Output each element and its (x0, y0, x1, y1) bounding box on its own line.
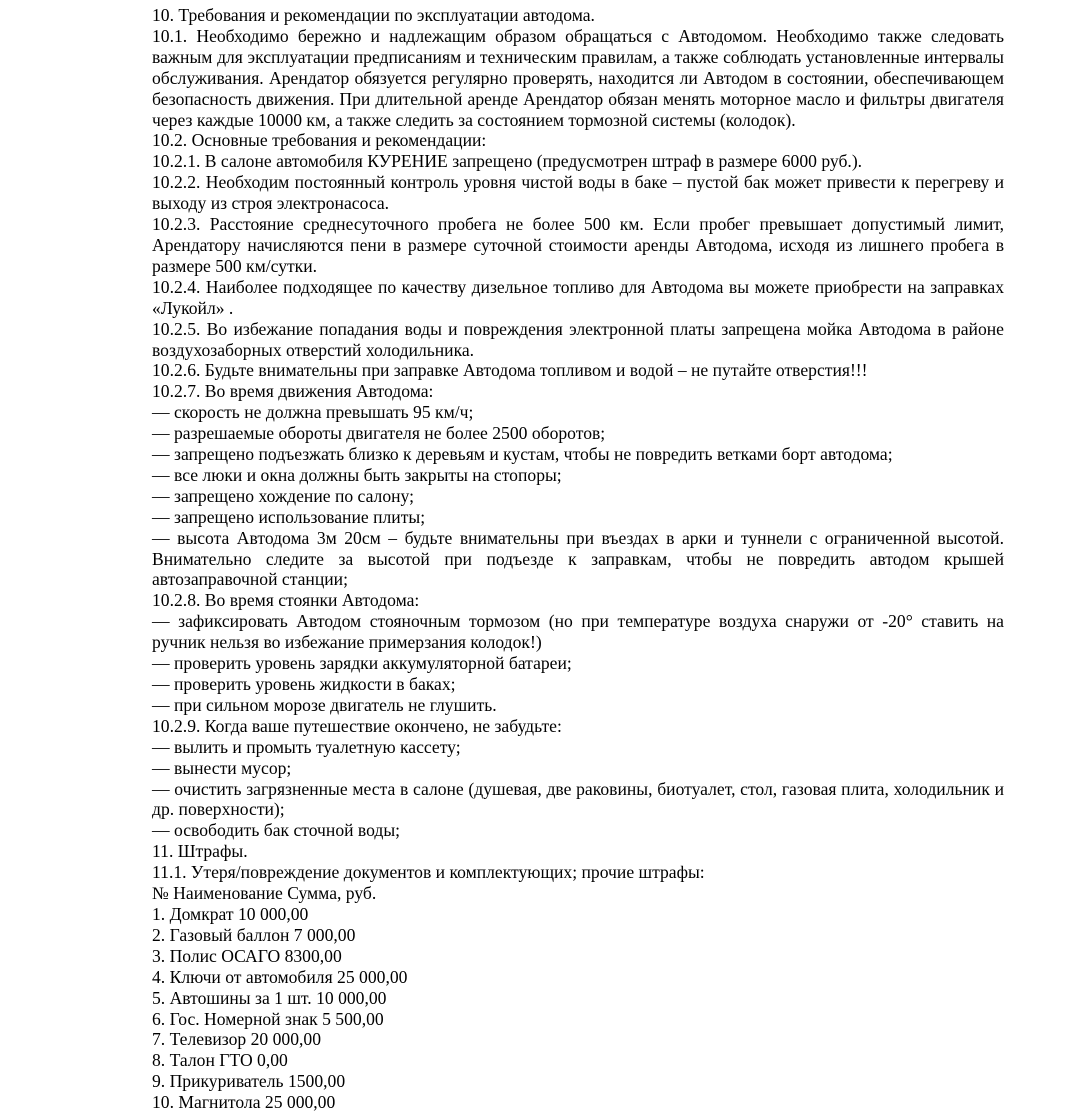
doc-block-heading: 11. Штрафы. (152, 841, 248, 862)
doc-block-table-row: 2. Газовый баллон 7 000,00 (152, 924, 356, 945)
doc-block-bullet: — зафиксировать Автодом стояночным тормозом (но при температуре воздуха снаружи от -20° ставить на ручник нельзя во избежание примерзания колодок!) (152, 611, 1004, 653)
doc-block-heading: 10.2. Основные требования и рекомендации: (152, 130, 487, 151)
doc-block-table-row: 1. Домкрат 10 000,00 (152, 903, 309, 924)
doc-block-bullet: — запрещено подъезжать близко к деревьям и кустам, чтобы не повредить ветками борт автодома; (152, 444, 893, 465)
doc-block-table-row: 9. Прикуриватель 1500,00 (152, 1071, 346, 1092)
doc-block-heading: 10.2.7. Во время движения Автодома: (152, 381, 434, 402)
doc-block-bullet: — все люки и окна должны быть закрыты на стопоры; (152, 464, 562, 485)
doc-block-bullet: — высота Автодома 3м 20см – будьте внимательны при въездах в арки и туннели с ограниченной высотой. Внимательно следите за высотой при подъезде к заправкам, чтобы не повредить автодом крышей автозаправочной станции; (152, 527, 1004, 590)
doc-block-table-row: 5. Автошины за 1 шт. 10 000,00 (152, 987, 387, 1008)
doc-block-bullet: — вынести мусор; (152, 757, 292, 778)
doc-block-table-row: 6. Гос. Номерной знак 5 500,00 (152, 1008, 384, 1029)
doc-block-heading: 10. Требования и рекомендации по эксплуатации автодома. (152, 5, 595, 25)
doc-block-heading: 10.2.8. Во время стоянки Автодома: (152, 590, 420, 611)
doc-block-bullet: — запрещено использование плиты; (152, 506, 426, 527)
doc-block-paragraph: 10.2.3. Расстояние среднесуточного пробега не более 500 км. Если пробег превышает допустимый лимит, Арендатору начисляются пени в размере суточной стоимости аренды Автодома, исходя из лишнего пробега в размере 500 км/сутки. (152, 214, 1004, 276)
doc-block-paragraph: 10.2.6. Будьте внимательны при заправке Автодома топливом и водой – не путайте отверстия!!! (152, 360, 868, 381)
doc-block-bullet: — при сильном морозе двигатель не глушить. (152, 694, 497, 715)
doc-block-bullet: — скорость не должна превышать 95 км/ч; (152, 402, 474, 423)
doc-block-paragraph: 10.2.5. Во избежание попадания воды и повреждения электронной платы запрещена мойка Автодома в районе воздухозаборных отверстий холодильника. (152, 318, 1004, 360)
doc-block-heading: 11.1. Утеря/повреждение документов и комплектующих; прочие штрафы: (152, 862, 705, 883)
doc-block-bullet: — запрещено хождение по салону; (152, 485, 414, 506)
doc-block-table-row: 8. Талон ГТО 0,00 (152, 1050, 288, 1071)
doc-block-paragraph: 10.2.4. Наиболее подходящее по качеству дизельное топливо для Автодома вы можете приобрести на заправках «Лукойл» . (152, 276, 1004, 318)
doc-block-bullet: — очистить загрязненные места в салоне (душевая, две раковины, биотуалет, стол, газовая плита, холодильник и др. поверхности); (152, 778, 1004, 820)
doc-block-heading: 10.2.9. Когда ваше путешествие окончено, не забудьте: (152, 715, 562, 736)
doc-block-table-row: 3. Полис ОСАГО 8300,00 (152, 945, 342, 966)
doc-block-bullet: — освободить бак сточной воды; (152, 820, 401, 841)
doc-block-bullet: — вылить и промыть туалетную кассету; (152, 736, 461, 757)
document-text-body (152, 5, 1004, 1113)
doc-block-bullet: — проверить уровень жидкости в баках; (152, 674, 456, 694)
doc-block-paragraph: 10.2.1. В салоне автомобиля КУРЕНИЕ запрещено (предусмотрен штраф в размере 6000 руб.). (152, 151, 863, 172)
doc-block-bullet: — разрешаемые обороты двигателя не более 2500 оборотов; (152, 423, 606, 444)
doc-block-table-row: 7. Телевизор 20 000,00 (152, 1029, 322, 1050)
doc-block-table-header: № Наименование Сумма, руб. (152, 883, 377, 904)
doc-block-paragraph: 10.2.2. Необходим постоянный контроль уровня чистой воды в баке – пустой бак может привести к перегреву и выходу из строя электронасоса. (152, 172, 1004, 214)
doc-block-table-row: 4. Ключи от автомобиля 25 000,00 (152, 966, 408, 987)
doc-block-bullet: — проверить уровень зарядки аккумуляторной батареи; (152, 653, 572, 674)
doc-block-table-row: 10. Магнитола 25 000,00 (152, 1092, 336, 1113)
doc-block-paragraph: 10.1. Необходимо бережно и надлежащим образом обращаться с Автодомом. Необходимо также следовать важным для эксплуатации предписаниям и техническим правилам, а также соблюдать установленные интервалы обслуживания. Арендатор обязуется регулярно проверять, находится ли Автодом в состоянии, обеспечивающем безопасность движения. При длительной аренде Арендатор обязан менять моторное масло и фильтры двигателя через каждые 10000 км, а также следить за состоянием тормозной системы (колодок). (152, 25, 1004, 130)
